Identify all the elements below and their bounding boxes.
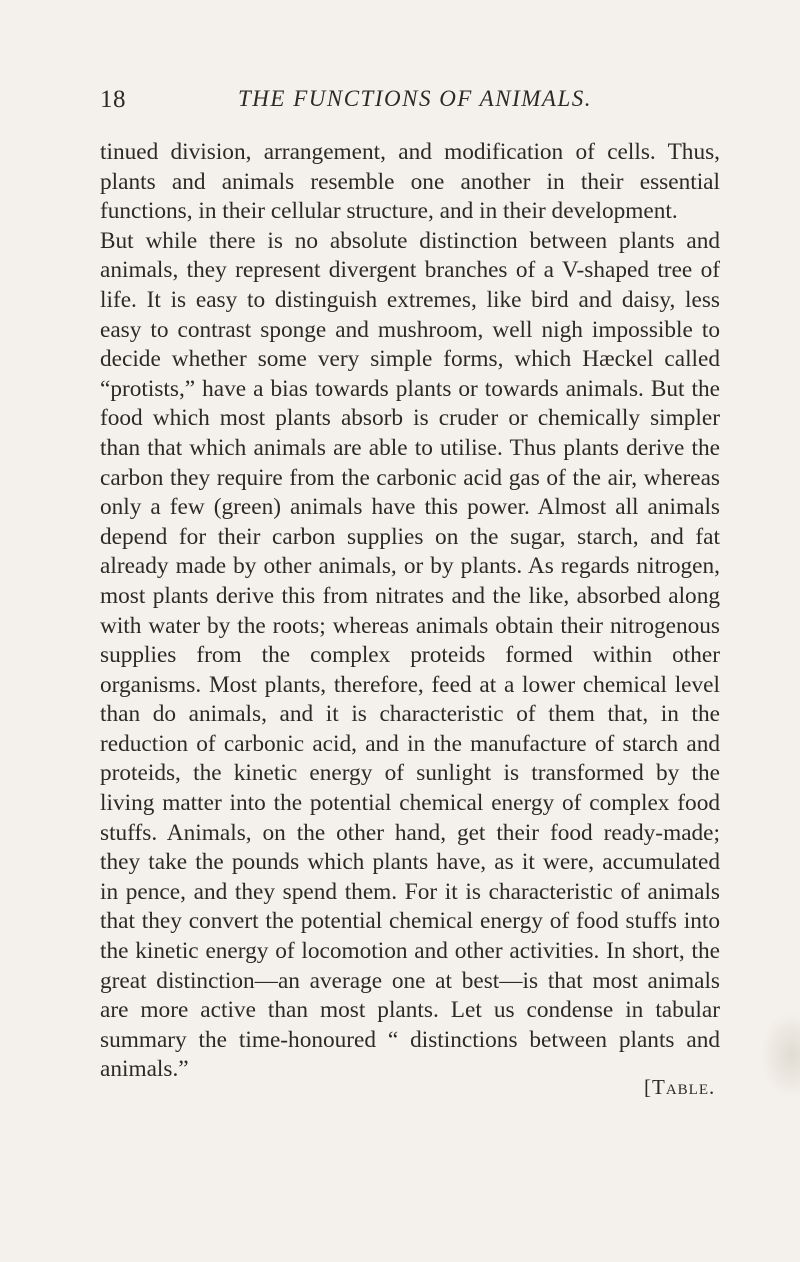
body-text xyxy=(100,138,720,1085)
page-number: 18 xyxy=(100,86,126,113)
paper-stain xyxy=(760,1010,800,1100)
paragraph-continued: tinued division, arrangement, and modification of cells. Thus, plants and animals resemble one another in their essential functions, in their cellular structure, and in their development. xyxy=(100,139,720,225)
running-title: THE FUNCTIONS OF ANIMALS. xyxy=(238,86,592,111)
running-head xyxy=(100,86,720,116)
catchword: [Table. xyxy=(644,1075,716,1099)
paragraph-distinction: But while there is no absolute distinction between plants and animals, they represent divergent branches of a V-shaped tree of life. It is easy to distinguish extremes, like bird and daisy, less easy to contrast sponge and mushroom, well nigh impossible to decide whether some very simple forms, which Hæckel called “protists,” have a bias towards plants or towards animals. But the food which most plants absorb is cruder or chemically simpler than that which animals are able to utilise. Thus plants derive the carbon they require from the carbonic acid gas of the air, whereas only a few (green) animals have this power. Almost all animals depend for their carbon supplies on the sugar, starch, and fat already made by other animals, or by plants. As regards nitrogen, most plants derive this from nitrates and the like, absorbed along with water by the roots; whereas animals obtain their nitrogenous supplies from the complex proteids formed within other organisms. Most plants, therefore, feed at a lower chemical level than do animals, and it is characteristic of them that, in the reduction of carbonic acid, and in the manufacture of starch and proteids, the kinetic energy of sunlight is transformed by the living matter into the potential chemical energy of complex food stuffs. Animals, on the other hand, get their food ready-made; they take the pounds which plants have, as it were, accumulated in pence, and they spend them. For it is characteristic of animals that they convert the potential chemical energy of food stuffs into the kinetic energy of locomotion and other activities. In short, the great distinction—an average one at best—is that most animals are more active than most plants. Let us condense in tabular summary the time-honoured “ distinctions between plants and animals.” xyxy=(100,227,720,1083)
